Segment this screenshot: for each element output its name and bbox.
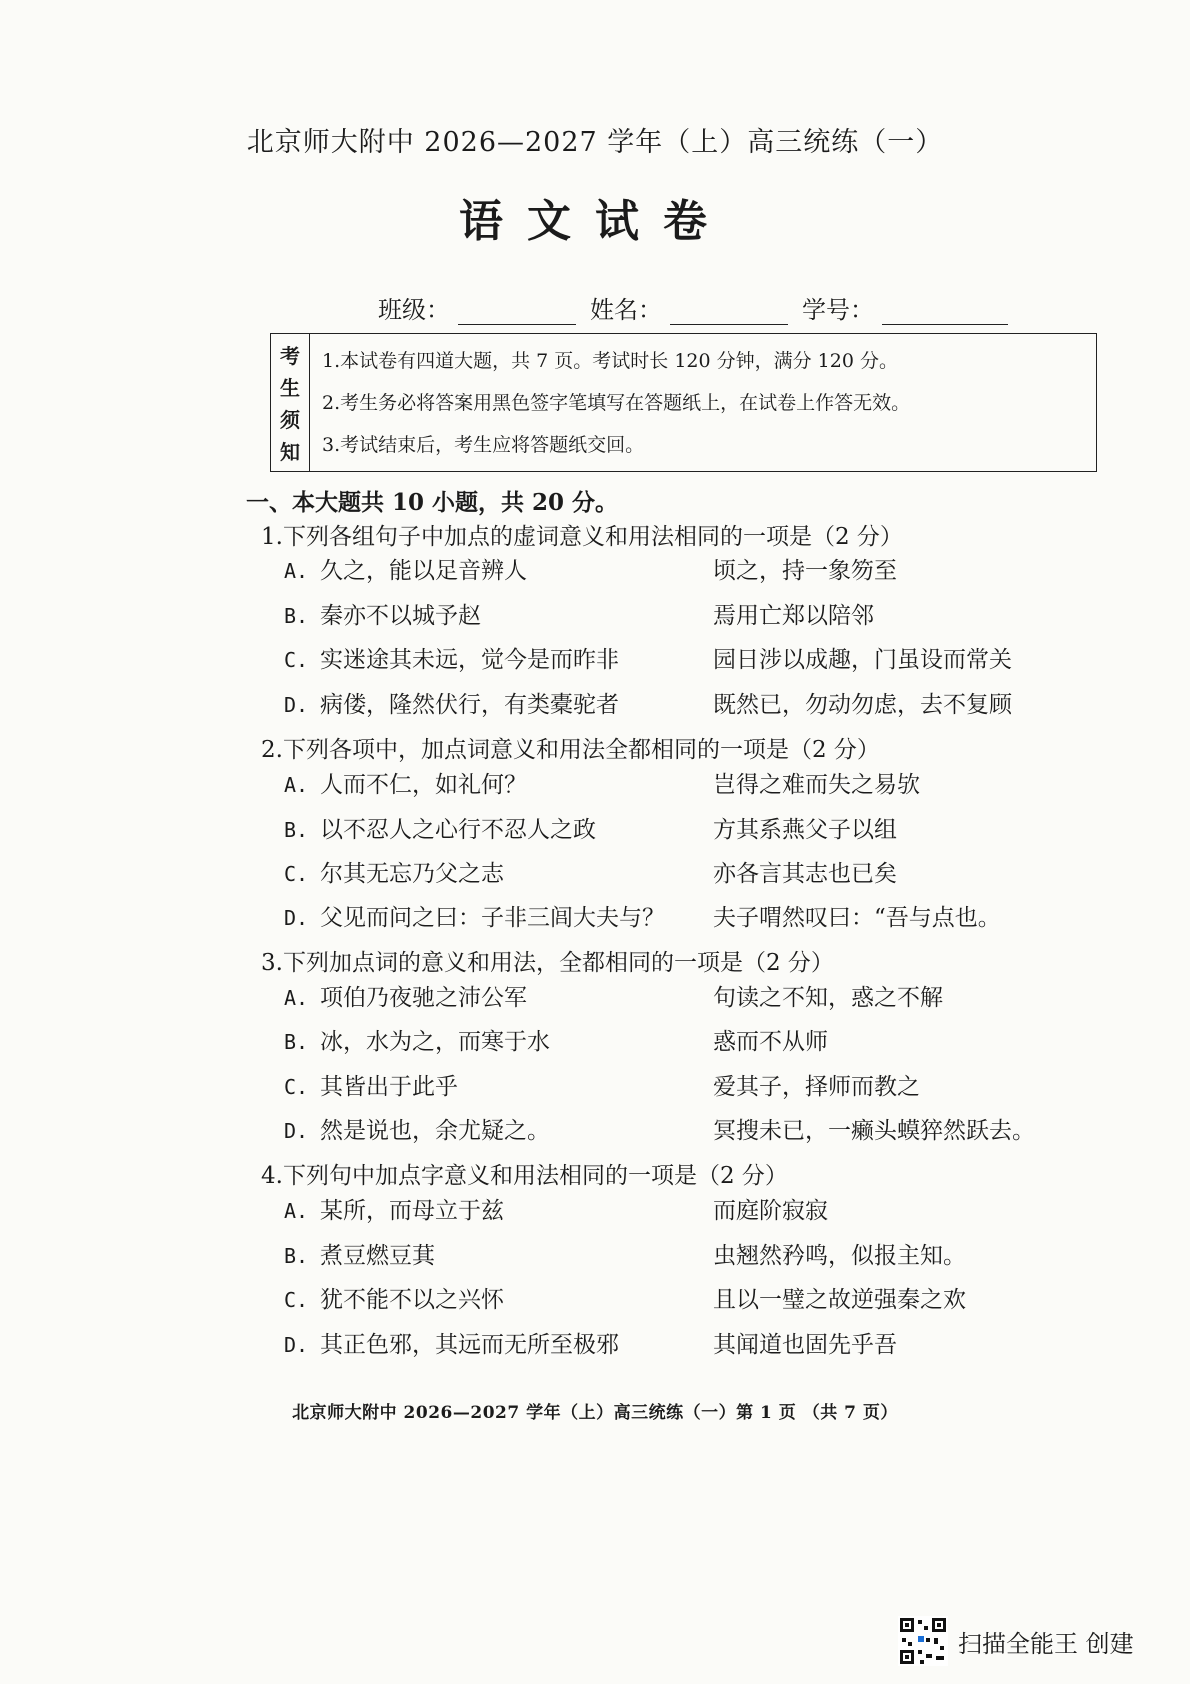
name-label: 姓名：: [590, 296, 662, 324]
option-left: [284, 1023, 550, 1056]
option-right: 虫翘然矜鸣，似报主知。: [713, 1243, 966, 1269]
option-text: 以不忍人之心行不忍人之政: [320, 817, 596, 843]
option-left: [284, 1112, 550, 1145]
option-key: B.: [284, 818, 309, 842]
school-header: 北京师大附中 2026—2027 学年（上）高三统练（一）: [246, 127, 944, 158]
option-text: 实迷途其未远，觉今是而昨非: [320, 647, 619, 673]
notice-side-char: 生: [280, 375, 300, 400]
notice-item: 3.考试结束后，考生应将答题纸交回。: [322, 434, 645, 456]
option-right: 顷之，持一象笏至: [713, 558, 897, 584]
option-key: D.: [284, 693, 309, 717]
option-key: D.: [284, 1119, 309, 1143]
option-key: C.: [284, 862, 309, 886]
option-key: C.: [284, 1288, 309, 1312]
option-key: D.: [284, 1333, 309, 1357]
qr-code-icon: [898, 1616, 948, 1666]
option-left: [284, 979, 527, 1012]
question-stem: 1.下列各组句子中加点的虚词意义和用法相同的一项是（2 分）: [261, 524, 903, 550]
scanner-watermark: [898, 1616, 1134, 1666]
page-title: 语文试卷: [459, 196, 731, 247]
option-right: 焉用亡郑以陪邻: [713, 603, 874, 629]
class-label: 班级：: [378, 296, 450, 324]
option-left: [284, 899, 665, 932]
option-left: [284, 552, 527, 585]
option-text: 然是说也，余尤疑之。: [320, 1118, 550, 1144]
option-left: [284, 855, 504, 888]
question-stem: 3.下列加点词的意义和用法，全都相同的一项是（2 分）: [261, 950, 834, 976]
option-left: [284, 1192, 504, 1225]
page-footer: 北京师大附中 2026—2027 学年（上）高三统练（一）第 1 页 （共 7 页）: [292, 1403, 898, 1423]
option-text: 秦亦不以城予赵: [320, 603, 481, 629]
option-left: [284, 811, 596, 844]
question-stem: 4.下列句中加点字意义和用法相同的一项是（2 分）: [261, 1163, 788, 1189]
notice-side-label: [271, 334, 310, 471]
notice-side-char: 考: [280, 343, 300, 368]
option-text: 某所，而母立于兹: [320, 1198, 504, 1224]
option-right: 爱其子，择师而教之: [713, 1074, 920, 1100]
option-text: 病偻，隆然伏行，有类橐驼者: [320, 692, 619, 718]
option-right: 方其系燕父子以组: [713, 817, 897, 843]
option-text: 久之，能以足音辨人: [320, 558, 527, 584]
option-right: 既然已，勿动勿虑，去不复顾: [713, 692, 1012, 718]
option-key: A.: [284, 559, 309, 583]
option-key: B.: [284, 1030, 309, 1054]
option-text: 煮豆燃豆萁: [320, 1243, 435, 1269]
notice-side-char: 知: [280, 440, 300, 465]
notice-body: [310, 334, 1096, 471]
option-left: [284, 766, 527, 799]
option-text: 其正色邪，其远而无所至极邪: [320, 1332, 619, 1358]
option-right: 岂得之难而失之易欤: [713, 772, 920, 798]
option-key: C.: [284, 648, 309, 672]
option-right: 惑而不从师: [713, 1029, 828, 1055]
notice-item: 1.本试卷有四道大题，共 7 页。考试时长 120 分钟，满分 120 分。: [322, 350, 898, 372]
id-label: 学号：: [802, 296, 874, 324]
option-key: B.: [284, 604, 309, 628]
option-right: 且以一璧之故逆强秦之欢: [713, 1287, 966, 1313]
option-left: [284, 1237, 435, 1270]
option-right: 其闻道也固先乎吾: [713, 1332, 897, 1358]
option-right: 亦各言其志也已矣: [713, 861, 897, 887]
watermark-text: 扫描全能王 创建: [958, 1629, 1134, 1658]
notice-side-char: 须: [280, 408, 300, 433]
option-text: 犹不能不以之兴怀: [320, 1287, 504, 1313]
option-text: 冰，水为之，而寒于水: [320, 1029, 550, 1055]
name-blank: [670, 300, 788, 325]
option-key: A.: [284, 773, 309, 797]
notice-item: 2.考生务必将答案用黑色签字笔填写在答题纸上，在试卷上作答无效。: [322, 392, 911, 414]
option-key: D.: [284, 906, 309, 930]
option-text: 父见而问之曰：子非三闾大夫与？: [320, 905, 665, 931]
notice-box: [270, 333, 1097, 472]
option-left: [284, 641, 619, 674]
option-key: B.: [284, 1244, 309, 1268]
option-right: 园日涉以成趣，门虽设而常关: [713, 647, 1012, 673]
question-stem: 2.下列各项中，加点词意义和用法全都相同的一项是（2 分）: [261, 737, 880, 763]
id-blank: [882, 300, 1008, 325]
class-blank: [458, 300, 576, 325]
option-right: 句读之不知，惑之不解: [713, 985, 943, 1011]
option-key: A.: [284, 1199, 309, 1223]
option-left: [284, 1068, 458, 1101]
option-text: 人而不仁，如礼何？: [320, 772, 527, 798]
student-info-row: [378, 290, 1022, 325]
option-right: 冥搜未已，一癞头蟆猝然跃去。: [713, 1118, 1035, 1144]
option-left: [284, 597, 481, 630]
option-right: 而庭阶寂寂: [713, 1198, 828, 1224]
section-heading: 一、本大题共 10 小题，共 20 分。: [246, 489, 619, 516]
option-key: A.: [284, 986, 309, 1010]
option-text: 项伯乃夜驰之沛公军: [320, 985, 527, 1011]
option-right: 夫子喟然叹曰：“吾与点也。: [713, 905, 1001, 931]
option-key: C.: [284, 1075, 309, 1099]
option-left: [284, 686, 619, 719]
option-text: 尔其无忘乃父之志: [320, 861, 504, 887]
option-left: [284, 1281, 504, 1314]
option-left: [284, 1326, 619, 1359]
option-text: 其皆出于此乎: [320, 1074, 458, 1100]
